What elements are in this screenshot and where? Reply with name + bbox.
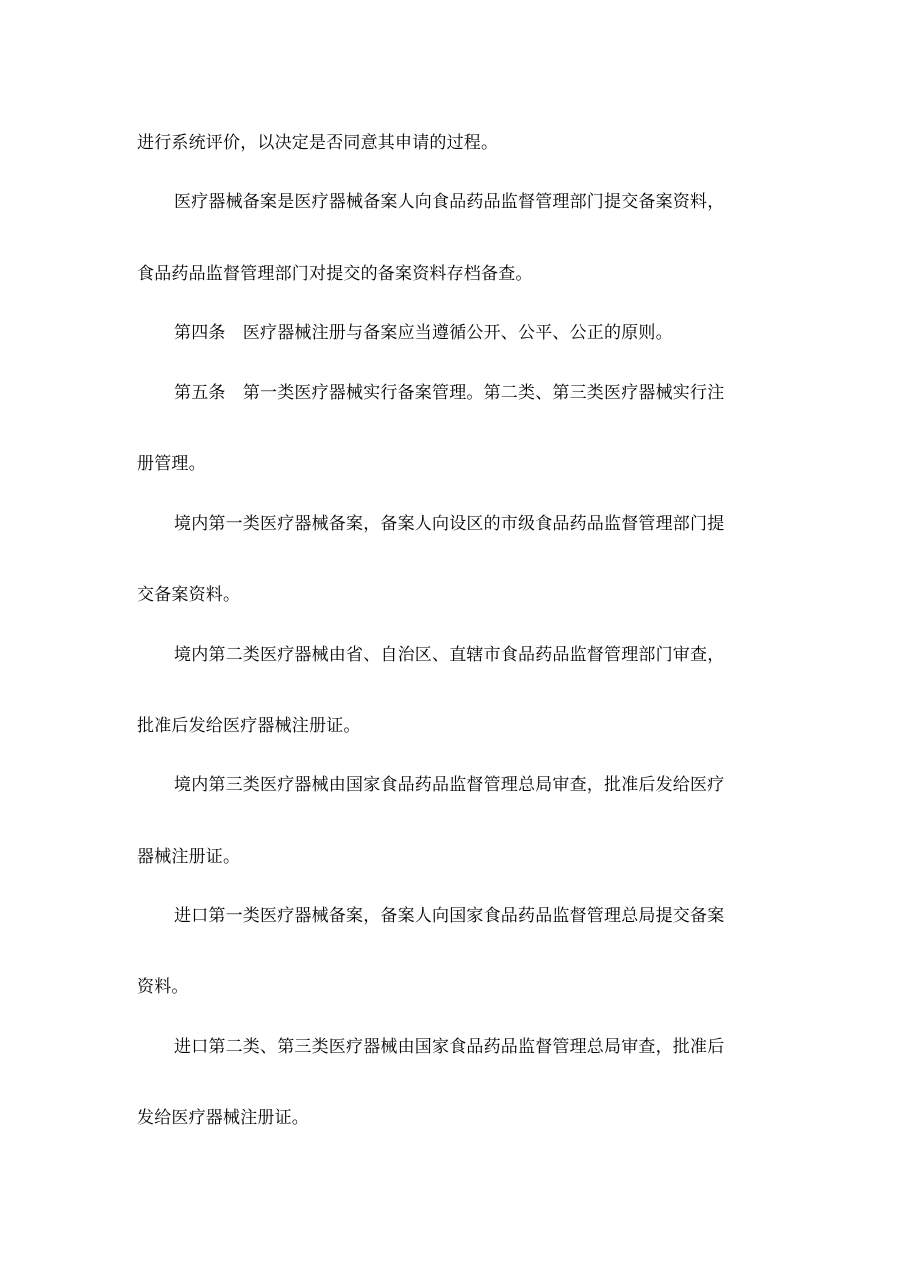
- text-line: 器械注册证。: [137, 847, 241, 867]
- article-5-line: 第五条 第一类医疗器械实行备案管理。第二类、第三类医疗器械实行注: [174, 383, 725, 403]
- paragraph-line: 境内第三类医疗器械由国家食品药品监督管理总局审查，批准后发给医疗: [174, 775, 725, 795]
- text-line: 食品药品监督管理部门对提交的备案资料存档备查。: [137, 264, 533, 284]
- paragraph-line: 医疗器械备案是医疗器械备案人向食品药品监督管理部门提交备案资料，: [174, 192, 725, 212]
- paragraph-line: 境内第二类医疗器械由省、自治区、直辖市食品药品监督管理部门审查，: [174, 645, 725, 665]
- paragraph-line: 境内第一类医疗器械备案，备案人向设区的市级食品药品监督管理部门提: [174, 514, 725, 534]
- text-line: 资料。: [137, 977, 189, 997]
- text-line: 批准后发给医疗器械注册证。: [137, 716, 361, 736]
- paragraph-line: 进口第一类医疗器械备案，备案人向国家食品药品监督管理总局提交备案: [174, 906, 725, 926]
- text-line: 进行系统评价，以决定是否同意其申请的过程。: [137, 133, 499, 153]
- text-line: 交备案资料。: [137, 585, 241, 605]
- text-line: 发给医疗器械注册证。: [137, 1108, 309, 1128]
- text-line: 册管理。: [137, 454, 206, 474]
- article-4-line: 第四条 医疗器械注册与备案应当遵循公开、公平、公正的原则。: [174, 323, 673, 343]
- paragraph-line: 进口第二类、第三类医疗器械由国家食品药品监督管理总局审查，批准后: [174, 1037, 725, 1057]
